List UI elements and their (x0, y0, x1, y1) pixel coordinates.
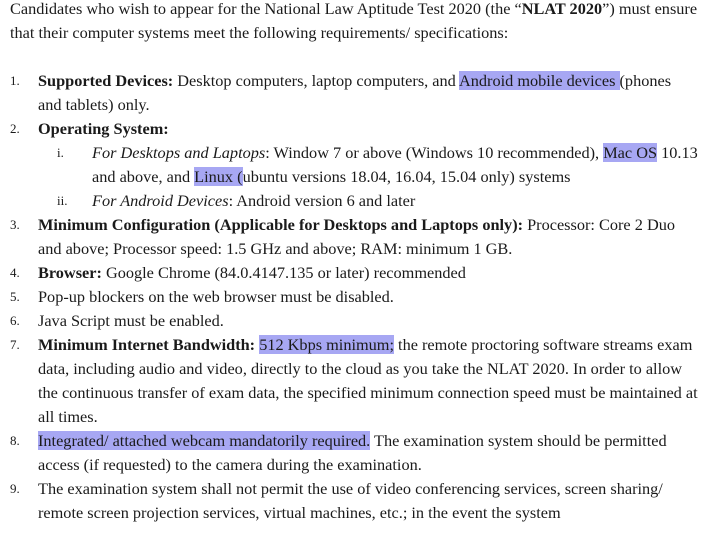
item-text: the remote proctoring software streams exam data, including audio and video, directly to the cloud as you take the NLAT 2020. In order to allow the continuous transfer of exam data, the specified minimum connection speed must be maintained at all times. (38, 335, 698, 426)
item-text: The examination system shall not permit the use of video conferencing services, screen sharing/ remote screen projection services, virtual machines, etc.; in the event the system (38, 479, 663, 522)
item-text: Processor: Core 2 Duo and above; Processor speed: 1.5 GHz and above; RAM: minimum 1 GB. (38, 215, 675, 258)
list-item (0, 333, 698, 429)
item-number: 9. (10, 481, 20, 496)
subitem-label: For Android Devices (92, 191, 229, 210)
item-label: Browser: (38, 263, 102, 282)
list-item (0, 429, 698, 477)
item-number: 1. (10, 73, 20, 88)
highlighted-text: Linux ( (194, 167, 243, 186)
list-item (0, 261, 698, 285)
sub-list-item (0, 141, 698, 189)
item-number: 2. (10, 121, 20, 136)
item-text: (phones and tablets) only. (38, 71, 672, 114)
list-item (0, 213, 698, 261)
item-number: 3. (10, 217, 20, 232)
item-label: Minimum Configuration (Applicable for Desktops and Laptops only): (38, 215, 524, 234)
subitem-text: 10.13 and above, and (92, 143, 698, 186)
list-item (0, 285, 698, 309)
intro-text-end: ”) must ensure that their computer systems meet the following requirements/ specifications: (10, 0, 698, 42)
item-label: Supported Devices: (38, 71, 174, 90)
subitem-label: For Desktops and Laptops (92, 143, 266, 162)
highlighted-text: Integrated/ attached webcam mandatorily required. (38, 431, 371, 450)
subitem-number: ii. (57, 193, 68, 208)
item-number: 5. (10, 289, 20, 304)
item-number: 8. (10, 433, 20, 448)
subitem-text: ubuntu versions 18.04, 16.04, 15.04 only) systems (242, 167, 571, 186)
intro-text: Candidates who wish to appear for the National Law Aptitude Test 2020 (the “ (10, 0, 522, 18)
highlighted-text: Mac OS (603, 143, 658, 162)
item-number: 7. (10, 337, 20, 352)
list-item (0, 477, 708, 525)
subitem-text: : Window 7 or above (Windows 10 recommended), (265, 143, 604, 162)
item-text: Desktop computers, laptop computers, and (173, 71, 459, 90)
list-item (0, 309, 698, 333)
item-text: Java Script must be enabled. (38, 311, 224, 330)
requirements-list (0, 69, 722, 525)
item-text: Pop-up blockers on the web browser must be disabled. (38, 287, 394, 306)
item-text: The examination system should be permitted access (if requested) to the camera during the examination. (38, 431, 667, 474)
item-label: Operating System: (38, 119, 169, 138)
item-text: Google Chrome (84.0.4147.135 or later) recommended (101, 263, 466, 282)
exam-name: NLAT 2020 (521, 0, 603, 18)
list-item (0, 117, 698, 141)
highlighted-text: Android mobile devices (459, 71, 620, 90)
item-label: Minimum Internet Bandwidth: (38, 335, 256, 354)
sub-list-item (0, 189, 698, 213)
item-number: 6. (10, 313, 20, 328)
item-number: 4. (10, 265, 20, 280)
list-item (0, 69, 698, 117)
intro-paragraph (10, 0, 710, 45)
subitem-number: i. (57, 145, 64, 160)
subitem-text: : Android version 6 and later (228, 191, 416, 210)
highlighted-text: 512 Kbps minimum; (259, 335, 394, 354)
